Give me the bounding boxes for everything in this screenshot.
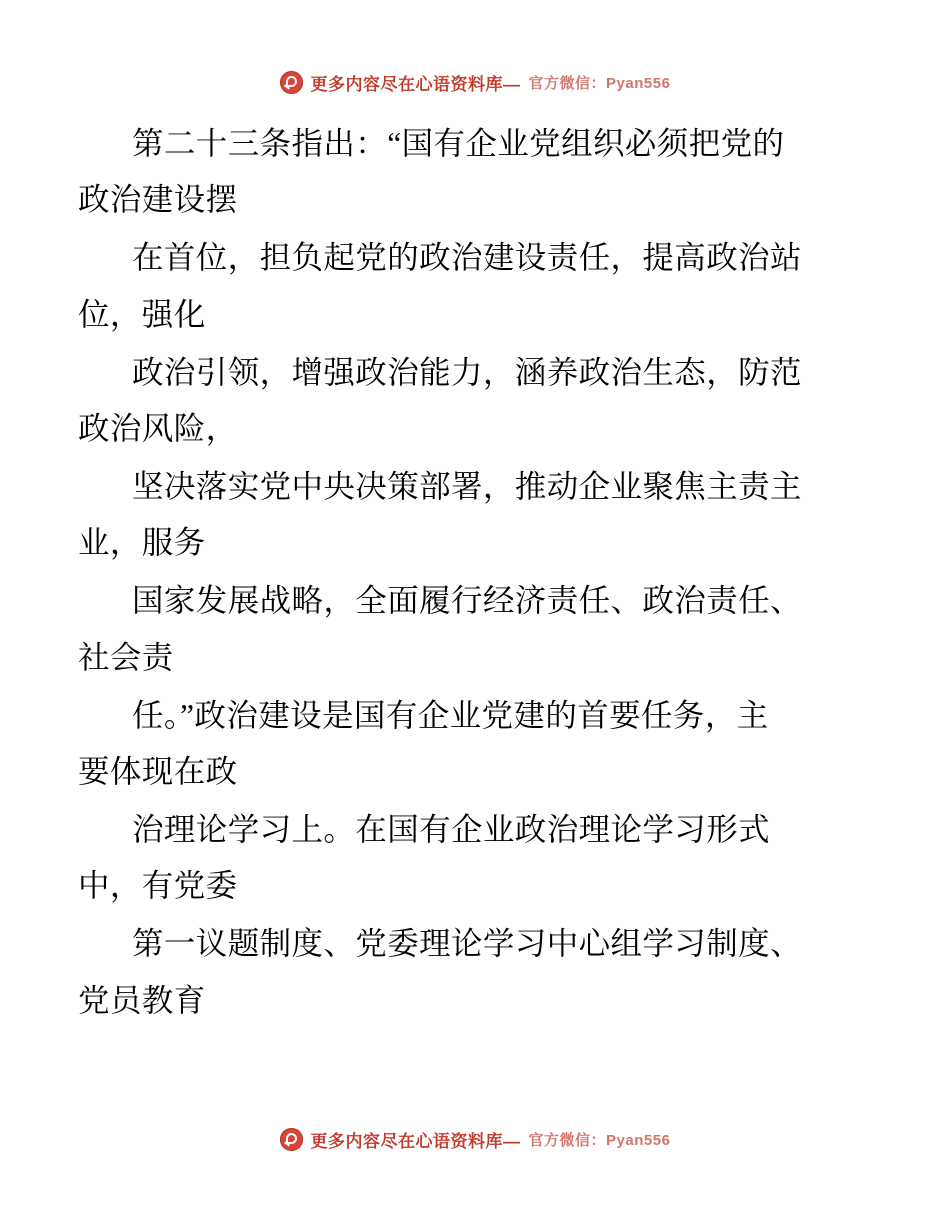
paragraph-text: 治理论学习上。在国有企业政治理论学习形式	[132, 812, 771, 848]
paragraph-text: 社会责	[78, 639, 174, 675]
paragraph-text: 第二十三条指出：“国有企业党组织必须把党的	[132, 126, 785, 161]
paragraph-line	[78, 745, 872, 799]
paragraph-line	[78, 859, 872, 913]
paragraph-line	[78, 117, 872, 171]
paragraph-line	[78, 974, 872, 1028]
paragraph-text: 中，有党委	[78, 868, 238, 904]
watermark-main-text: 更多内容尽在心语资料库—	[310, 1132, 521, 1151]
paragraph-text: 党员教育	[78, 982, 206, 1018]
megaphone-badge-icon	[280, 1128, 303, 1151]
paragraph-text: 政治建设摆	[78, 182, 238, 218]
paragraph-line	[78, 402, 872, 456]
watermark-sub-text: 官方微信：Pyan556	[528, 1132, 671, 1149]
paragraph-text: 在首位，担负起党的政治建设责任，提高政治站	[132, 240, 802, 276]
watermark-main-text: 更多内容尽在心语资料库—	[310, 75, 521, 94]
paragraph	[78, 117, 872, 227]
paragraph-line	[78, 460, 872, 514]
paragraph-line	[78, 288, 872, 342]
paragraph-text: 坚决落实党中央决策部署，推动企业聚焦主责主	[132, 469, 802, 505]
paragraph	[78, 460, 872, 570]
paragraph-line	[78, 574, 872, 628]
paragraph	[78, 574, 872, 684]
paragraph-line	[78, 231, 872, 285]
watermark-footer	[0, 1127, 950, 1152]
paragraph-text: 第一议题制度、党委理论学习中心组学习制度、	[132, 926, 802, 962]
paragraph	[78, 689, 872, 799]
document-body	[0, 117, 950, 1032]
paragraph-line	[78, 689, 872, 743]
paragraph-line	[78, 917, 872, 971]
paragraph-text: 业，服务	[78, 525, 206, 561]
paragraph-text: 政治引领，增强政治能力，涵养政治生态，防范	[132, 354, 802, 390]
paragraph	[78, 917, 872, 1027]
paragraph	[78, 231, 872, 341]
paragraph-line	[78, 803, 872, 857]
paragraph-line	[78, 516, 872, 570]
paragraph-text: 国家发展战略，全面履行经济责任、政治责任、	[132, 583, 802, 619]
paragraph	[78, 346, 872, 456]
paragraph	[78, 803, 872, 913]
watermark-header	[0, 70, 950, 95]
watermark-sub-text: 官方微信：Pyan556	[528, 75, 671, 92]
paragraph-text: 任。”政治建设是国有企业党建的首要任务，主	[132, 697, 769, 733]
paragraph-text: 政治风险，	[78, 410, 238, 446]
paragraph-line	[78, 173, 872, 227]
paragraph-text: 要体现在政	[78, 753, 238, 789]
paragraph-text: 位，强化	[78, 296, 206, 332]
paragraph-line	[78, 631, 872, 685]
megaphone-badge-icon	[280, 71, 303, 94]
paragraph-line	[78, 346, 872, 400]
